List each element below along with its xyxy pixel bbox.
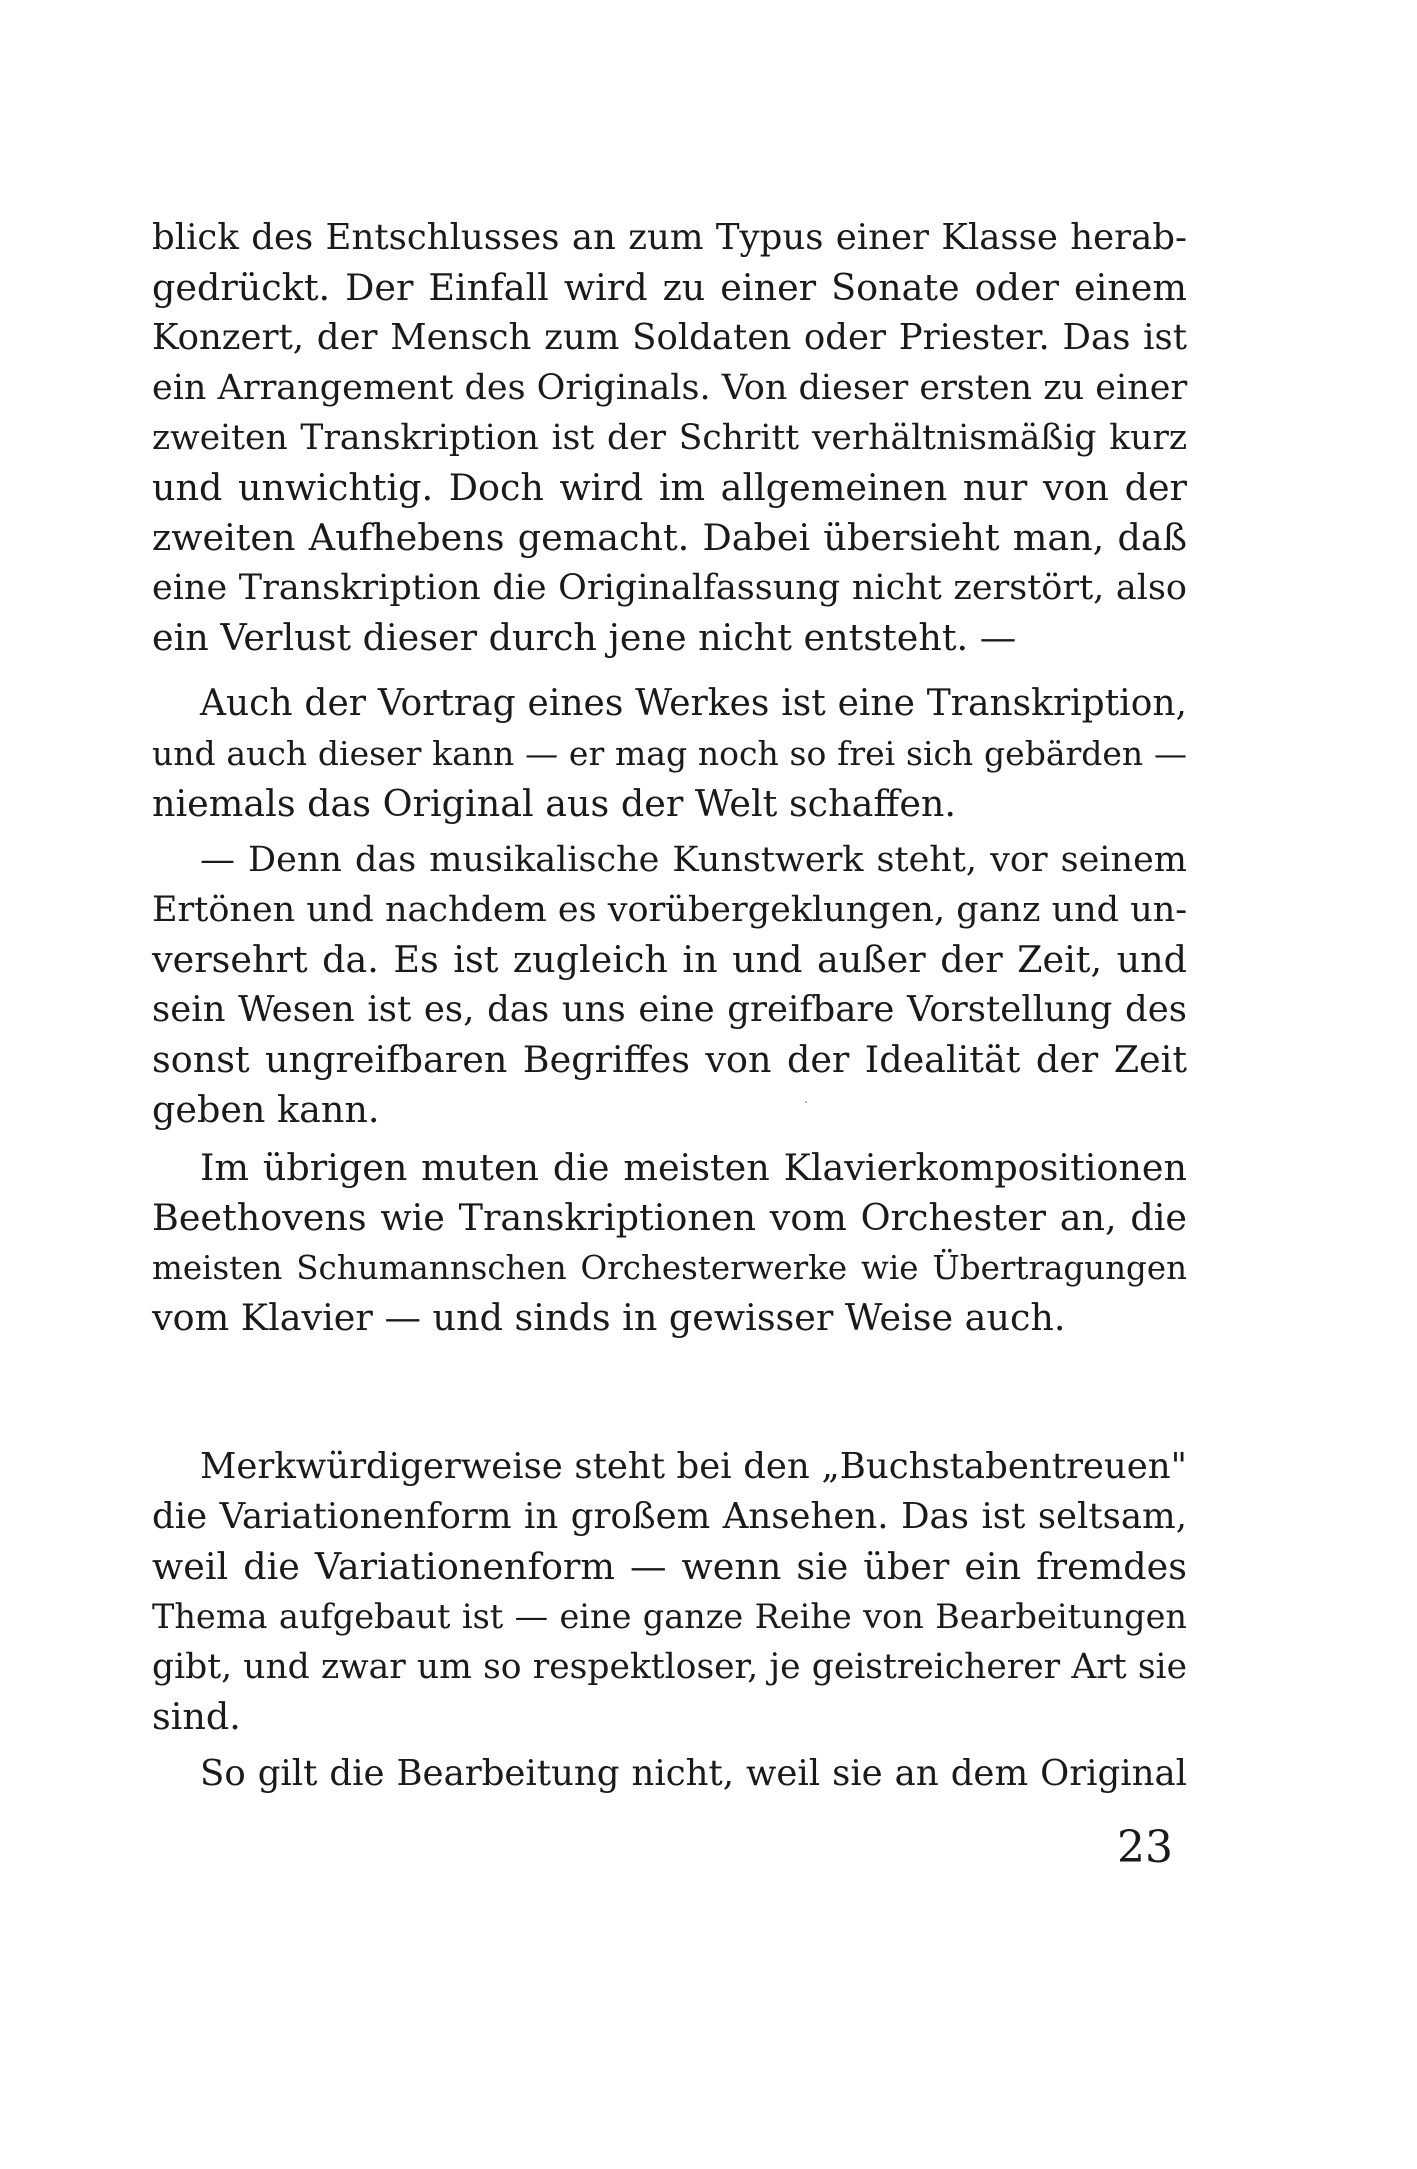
paragraph-beethoven-schumann: [152, 1143, 1187, 1343]
paragraph-artwork-time: [152, 835, 1187, 1135]
text-line: zweiten Aufhebens gemacht. Dabei übersieht man, daß: [152, 516, 1187, 559]
text-line: meisten Schumannschen Orchesterwerke wie Übertragungen: [152, 1249, 1187, 1287]
text-line: — Denn das musikalische Kunstwerk steht, vor seinem: [200, 840, 1187, 880]
text-line: sein Wesen ist es, das uns eine greifbare Vorstellung des: [152, 989, 1187, 1030]
text-line: blick des Entschlusses an zum Typus einer Klasse herab-: [152, 217, 1187, 258]
text-line: und unwichtig. Doch wird im allgemeinen nur von der: [152, 466, 1187, 509]
page-number: 23: [1117, 1822, 1173, 1873]
text-line: vom Klavier — und sinds in gewisser Weise auch.: [152, 1296, 1066, 1339]
paragraph-performance: [152, 679, 1187, 829]
paragraph-transcription-arrangement: [152, 213, 1187, 663]
text-line: sonst ungreifbaren Begriffes von der Idealität der Zeit: [152, 1038, 1187, 1081]
text-line: Auch der Vortrag eines Werkes ist eine Transkription,: [200, 683, 1187, 724]
text-line: Beethovens wie Transkriptionen vom Orchester an, die: [152, 1196, 1187, 1239]
text-line: Ertönen und nachdem es vorübergeklungen, ganz und un-: [152, 890, 1188, 930]
text-line: geben kann.: [152, 1088, 380, 1131]
text-line: Thema aufgebaut ist — eine ganze Reihe von Bearbeitungen: [152, 1597, 1187, 1636]
text-line: gibt, und zwar um so respektloser, je geistreicherer Art sie: [152, 1647, 1187, 1687]
text-line: Merkwürdigerweise steht bei den „Buchstabentreuen": [200, 1446, 1187, 1487]
text-line: zweiten Transkription ist der Schritt verhältnismäßig kurz: [152, 418, 1187, 458]
text-line: versehrt da. Es ist zugleich in und außer der Zeit, und: [152, 938, 1187, 981]
text-line: und auch dieser kann — er mag noch so frei sich gebärden —: [152, 734, 1187, 773]
text-line: sind.: [152, 1695, 241, 1738]
paragraph-variation-form: [152, 1442, 1187, 1742]
paper-speck: [805, 1101, 807, 1103]
paragraph-arrangement-validity: [152, 1749, 1187, 1799]
text-line: ein Arrangement des Originals. Von dieser ersten zu einer: [152, 368, 1188, 408]
text-line: Im übrigen muten die meisten Klavierkompositionen: [200, 1146, 1187, 1189]
text-line: Konzert, der Mensch zum Soldaten oder Priester. Das ist: [152, 317, 1187, 358]
text-line: niemals das Original aus der Welt schaffen.: [152, 782, 957, 825]
text-line: die Variationenform in großem Ansehen. Das ist seltsam,: [152, 1496, 1187, 1537]
text-line: weil die Variationenform — wenn sie über ein fremdes: [152, 1545, 1187, 1588]
text-line: eine Transkription die Originalfassung nicht zerstört, also: [152, 568, 1187, 608]
text-line: So gilt die Bearbeitung nicht, weil sie an dem Original: [200, 1753, 1187, 1794]
text-line: gedrückt. Der Einfall wird zu einer Sonate oder einem: [152, 266, 1187, 309]
text-line: ein Verlust dieser durch jene nicht entsteht. —: [152, 616, 1017, 659]
